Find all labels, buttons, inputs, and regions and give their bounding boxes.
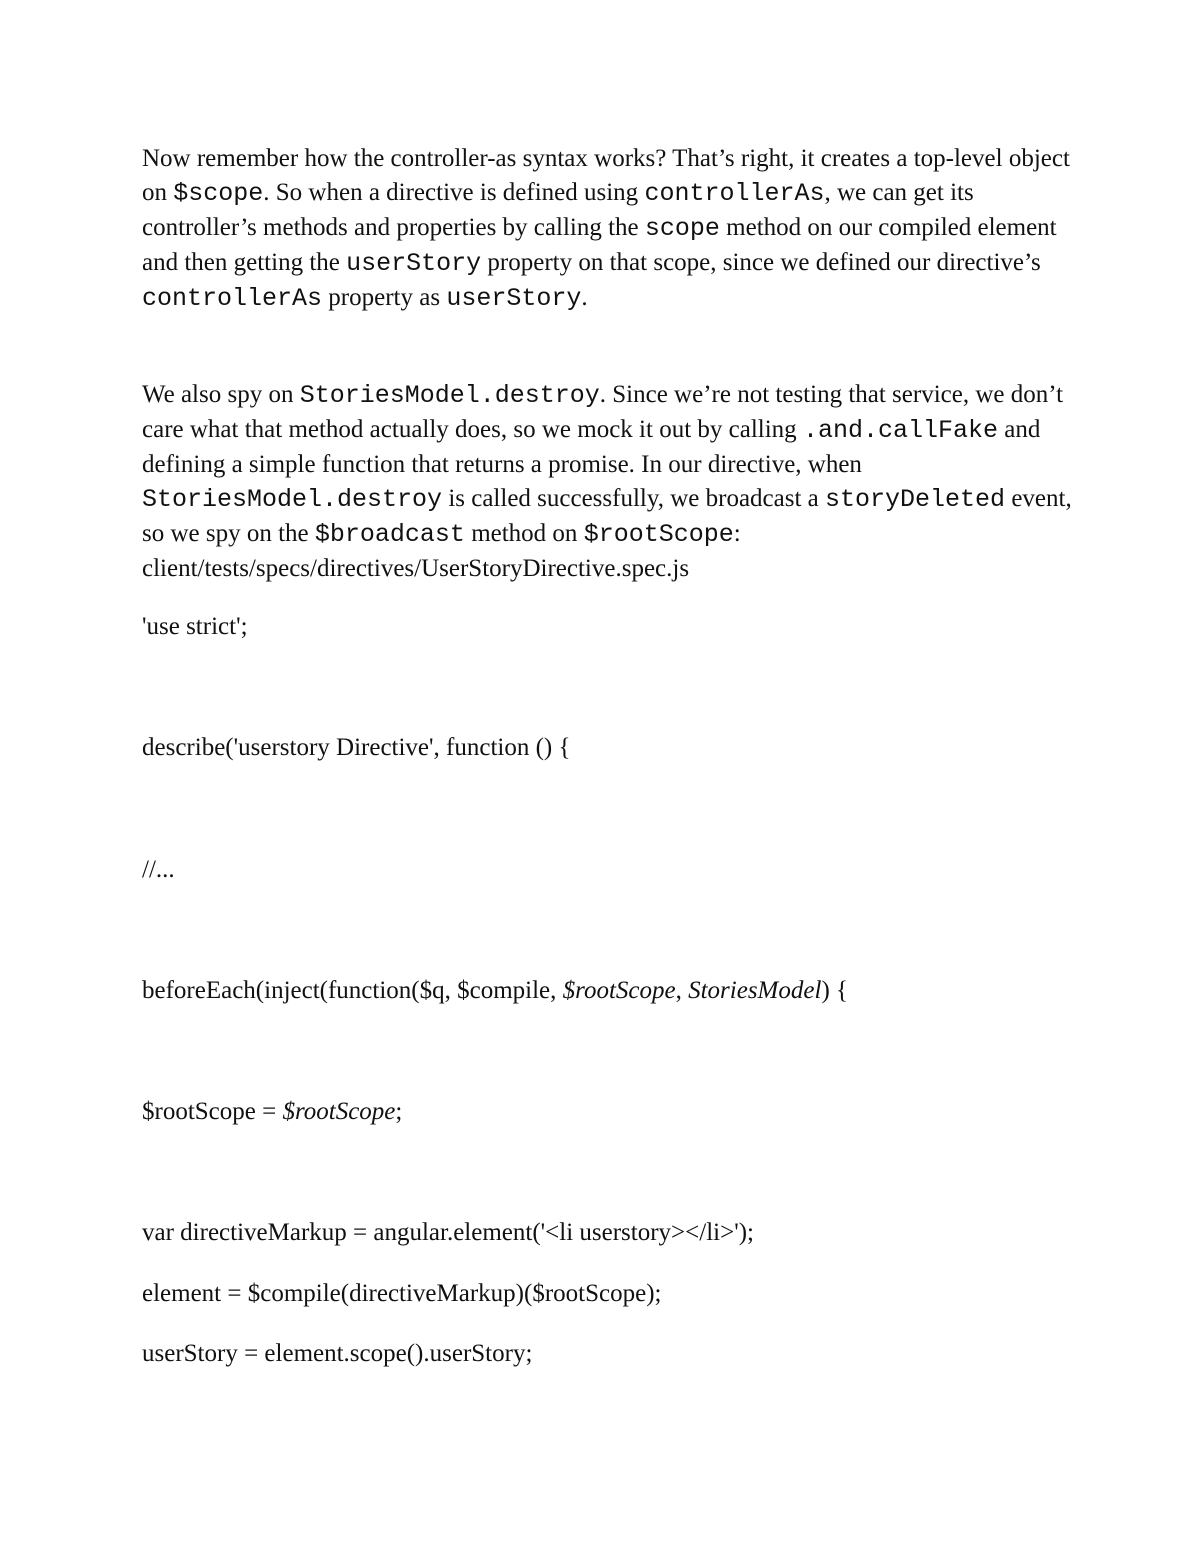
text: . So when a directive is defined using — [263, 179, 645, 206]
code-line-directive-markup: var directiveMarkup = angular.element('<li userstory></li>'); — [142, 1219, 754, 1246]
inline-code: $rootScope — [583, 520, 734, 549]
text: event, so we spy on the — [142, 485, 1072, 547]
inline-code: storyDeleted — [825, 485, 1006, 514]
code-line-element-compile: element = $compile(directiveMarkup)($rootScope); — [142, 1280, 662, 1307]
text: : client/tests/specs/directives/UserStoryDirective.spec.js — [142, 520, 741, 582]
code-line-before-each — [142, 976, 848, 1006]
text: , we can get its controller’s methods and properties by calling the — [142, 179, 974, 241]
code-line-ellipsis: //... — [142, 856, 175, 883]
text: property as — [322, 284, 447, 311]
inline-code: userStory — [446, 284, 582, 313]
paragraph-controller-as — [142, 142, 1072, 316]
text: . Since we’re not testing that service, we don’t care what that method actually does, so we mock it out by calling — [142, 381, 1064, 443]
inline-code: StoriesModel.destroy — [142, 485, 443, 514]
italic-param: StoriesModel — [688, 977, 822, 1004]
text: beforeEach(inject(function($q, $compile, — [142, 977, 563, 1004]
text: ; — [395, 1098, 403, 1125]
text: , — [675, 977, 689, 1004]
code-line-use-strict: 'use strict'; — [142, 613, 248, 640]
inline-code: $scope — [173, 179, 264, 208]
code-line-root-scope — [142, 1097, 402, 1127]
text: $rootScope = — [142, 1098, 283, 1125]
text: We also spy on — [142, 381, 300, 408]
text: method on our compiled element and then getting the — [142, 214, 1057, 276]
text: property on that scope, since we defined our directive’s — [481, 249, 1041, 276]
inline-code: StoriesModel.destroy — [299, 381, 600, 410]
paragraph-spy-destroy — [142, 378, 1072, 586]
italic-param: $rootScope — [282, 1098, 396, 1125]
inline-code: .and.callFake — [802, 416, 998, 445]
inline-code: controllerAs — [142, 284, 323, 313]
inline-code: scope — [644, 214, 720, 243]
inline-code: $broadcast — [314, 520, 465, 549]
text: method on — [464, 520, 584, 547]
text: . — [581, 284, 588, 311]
italic-param: $rootScope — [562, 977, 676, 1004]
text: Now remember how the controller-as syntax works? That’s right, it creates a top-level object on — [142, 145, 1070, 206]
inline-code: userStory — [346, 249, 482, 278]
code-line-user-story: userStory = element.scope().userStory; — [142, 1340, 533, 1367]
text: ) { — [821, 977, 849, 1004]
code-line-describe: describe('userstory Directive', function () { — [142, 734, 571, 761]
text: and defining a simple function that returns a promise. In our directive, when — [142, 416, 1041, 478]
inline-code: controllerAs — [644, 179, 825, 208]
text: is called successfully, we broadcast a — [442, 485, 826, 512]
